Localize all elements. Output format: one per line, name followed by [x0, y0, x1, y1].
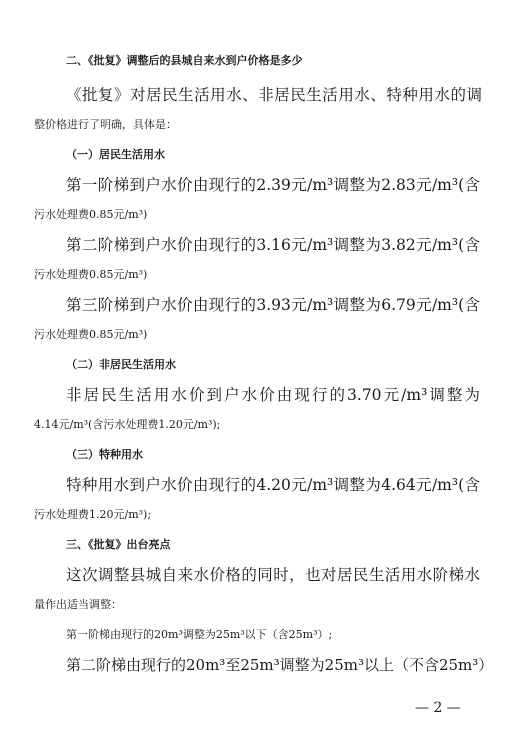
paragraph-line: 第二阶梯到户水价由现行的3.16元/m³调整为3.82元/m³(含 — [66, 236, 480, 254]
paragraph-line: 整价格进行了明确，具体是： — [34, 118, 177, 131]
paragraph-line: 污水处理费1.20元/m³); — [34, 508, 152, 521]
paragraph-line: 量作出适当调整： — [34, 598, 122, 611]
section-heading-3: 三、《批复》出台亮点 — [66, 538, 171, 551]
subheading-residential-water: （一）居民生活用水 — [66, 148, 165, 161]
paragraph-line: 4.14元/m³(含污水处理费1.20元/m³); — [34, 418, 221, 431]
paragraph-line: 《批复》对居民生活用水、非居民生活用水、特种用水的调 — [66, 86, 482, 104]
subheading-nonresidential-water: （二）非居民生活用水 — [66, 358, 176, 371]
paragraph-line: 非居民生活用水价到户水价由现行的3.70元/m³调整为 — [66, 386, 480, 404]
paragraph-line: 这次调整县城自来水价格的同时，也对居民生活用水阶梯水 — [66, 566, 480, 584]
paragraph-line: 特种用水到户水价由现行的4.20元/m³调整为4.64元/m³(含 — [66, 476, 480, 494]
page-number: — 2 — — [415, 700, 461, 716]
paragraph-line: 污水处理费0.85元/m³) — [34, 208, 148, 221]
paragraph-line: 污水处理费0.85元/m³) — [34, 268, 148, 281]
section-heading-2: 二、《批复》调整后的县城自来水到户价格是多少 — [66, 54, 303, 67]
paragraph-line: 第二阶梯由现行的20m³至25m³调整为25m³以上（不含25m³） — [66, 656, 494, 674]
paragraph-line: 第一阶梯到户水价由现行的2.39元/m³调整为2.83元/m³(含 — [66, 176, 480, 194]
paragraph-line: 第一阶梯由现行的20m³调整为25m³以下（含25m³）; — [66, 628, 333, 641]
paragraph-line: 第三阶梯到户水价由现行的3.93元/m³调整为6.79元/m³(含 — [66, 296, 480, 314]
paragraph-line: 污水处理费0.85元/m³) — [34, 328, 148, 341]
subheading-special-water: （三）特种用水 — [66, 448, 143, 461]
